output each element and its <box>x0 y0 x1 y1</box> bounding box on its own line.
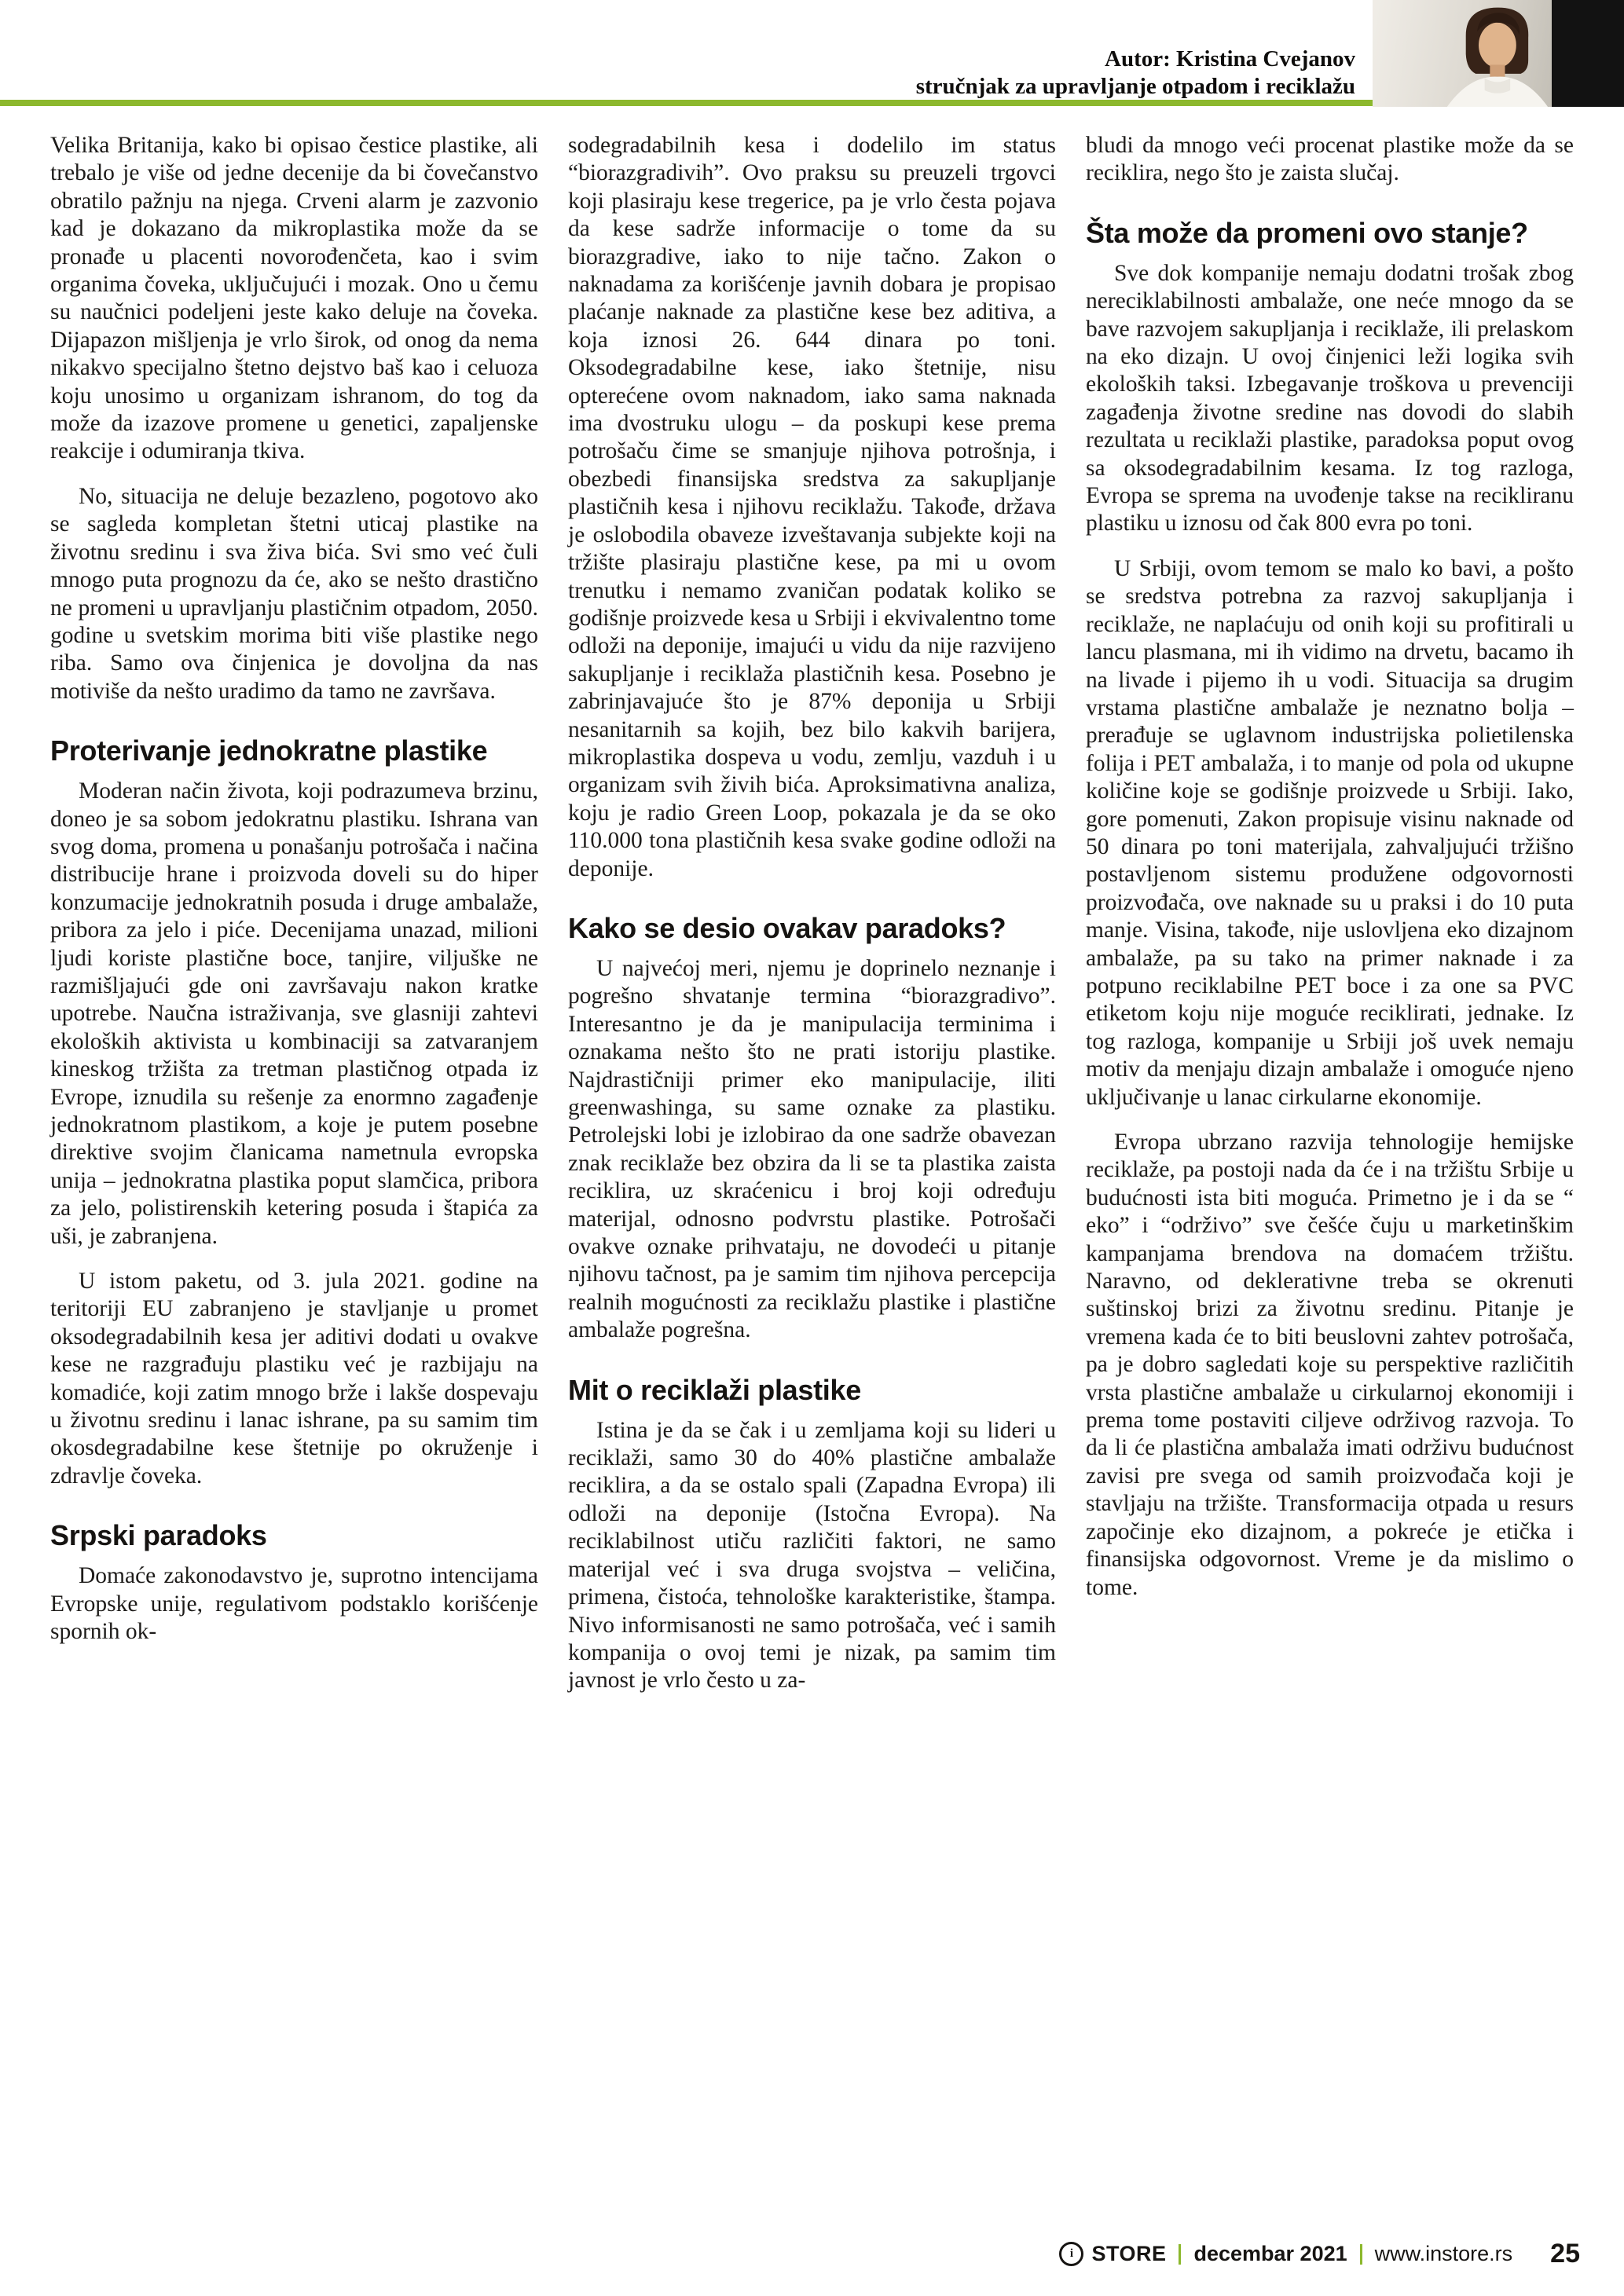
article-paragraph: bludi da mnogo veći procenat plastike može da se reciklira, nego što je zaista slučaj. <box>1086 133 1574 186</box>
photo-black-panel <box>1552 0 1624 107</box>
author-role-line: stručnjak za upravljanje otpadom i reciklažu <box>915 74 1355 99</box>
page-header <box>0 0 1624 110</box>
article-paragraph: U istom paketu, od 3. jula 2021. godine na teritoriji EU zabranjeno je stavljanje u promet oksodegradabilnih kesa jer aditivi dodati u ovakve kese ne razgrađuju plastiku već je razbijaju na komadiće, koji zatim mnogo brže i lakše dospevaju u životnu sredinu i lanac ishrane, pa su samim tim okosdegradabilne kese štetnije po okruženje i zdravlje čoveka. <box>50 1269 538 1489</box>
author-photo <box>1373 0 1624 107</box>
section-heading: Šta može da promeni ovo stanje? <box>1086 216 1528 249</box>
article-paragraph: Velika Britanija, kako bi opisao čestice plastike, ali trebalo je više od jedne decenije da bi čovečanstvo obratilo pažnju na njega. Crveni alarm je zazvonio kad je dokazano da mikroplastika može da se pronađe u placenti novorođenčeta, kao i svim organima čoveka, uključujući i mozak. Ono u čemu su naučnici podeljeni jeste kako deluje na čoveka. Dijapazon mišljenja je vrlo širok, od onog da nema nikakvo specijalno štetno dejstvo baš kao i celuoza koju unosimo u organizam ishranom, do tog da može da izazove promene u genetici, zapaljenske reakcije i odumiranja tkiva. <box>50 133 538 464</box>
page-number: 25 <box>1550 2239 1580 2269</box>
article-paragraph: sodegradabilnih kesa i dodelilo im status “biorazgradivih”. Ovo praksu su preuzeli trgovci koji plasiraju kese tregerice, pa je vrlo česta pojava da kese sadrže informacije o tome da su biorazgradive, iako to nije tačno. Zakon o naknadama za korišćenje javnih dobara je propisao plaćanje naknade za plastične kese bez aditiva, a koja iznosi 26. 644 dinara po toni. Oksodegradabilne kese, iako štetnije, nisu opterećene ovom naknadom, iako sama naknada ima dvostruku ulogu – da poskupi kese prema potrošaču čime se smanjuje njihova potrošnja, i obezbedi finansijska sredstva za sakupljanje plastičnih kesa i njihovu reciklažu. Takođe, država je oslobodila obaveze izveštavanja subjekte koji na tržište plasiraju plastične kese, pa mi u ovom trenutku i nemamo zvaničan podatak koliko se godišnje proizvede kesa u Srbiji i ekvivalentno tome odloži na deponije, imajući u vidu da nije razvijeno sakupljanje i reciklaža plastičnih kesa. Posebno je zabrinjavajuće što je 87% deponija u Srbiji nesanitarnih sa kojih, bez bilo kakvih barijera, mikroplastika dospeva u vodu, zemlju, vazduh i u organizam svih živih bića. Aproksimativna analiza, koju je radio Green Loop, pokazala je da se oko 110.000 tona plastičnih kesa svake godine odloži na deponije. <box>568 133 1056 881</box>
footer-separator <box>1360 2244 1362 2265</box>
instore-mark-icon: i <box>1059 2242 1083 2266</box>
article-column-3 <box>1086 132 1574 1695</box>
author-name-line: Autor: Kristina Cvejanov <box>1105 46 1355 71</box>
article-paragraph: Moderan način života, koji podrazumeva brzinu, doneo je sa sobom jedokratnu plastiku. Ishrana van svog doma, promena u ponašanju potrošača i načina distribucije hrane i proizvoda doveli su do hiper konzumacije jednokratnih posuda i druge ambalaže, pribora za jelo i piće. Decenijama unazad, milioni ljudi koriste plastične boce, tanjire, viljuške ne razmišljajući gde oni završavaju nakon kratke upotrebe. Naučna istraživanja, sve glasniji zahtevi ekoloških aktivista u kombinaciji sa zatvaranjem kineskog tržišta za tretman plastičnog otpada iz Evrope, iznudila su rešenje za enormno zagađenje jednokratnom plastikom, a koje je putem posebne direktive svojim članicama nametnula evropska unija – jednokratna plastika poput slamčica, pribora za jelo, polistirenskih ketering posuda i štapića za uši, je zabranjena. <box>50 778 538 1249</box>
footer-date: decembar 2021 <box>1193 2242 1347 2265</box>
author-photo-background <box>1373 0 1552 107</box>
section-heading: Srpski paradoks <box>50 1519 267 1552</box>
article-columns <box>50 132 1574 1695</box>
article-paragraph: Domaće zakonodavstvo je, suprotno intencijama Evropske unije, regulativom podstaklo korišćenje spornih ok- <box>50 1563 538 1645</box>
footer-url: www.instore.rs <box>1374 2242 1513 2265</box>
page-footer <box>1059 2239 1580 2269</box>
article-column-2 <box>568 132 1056 1695</box>
section-heading: Kako se desio ovakav paradoks? <box>568 911 1006 944</box>
article-column-1 <box>50 132 538 1695</box>
article-paragraph: U najvećoj meri, njemu je doprinelo neznanje i pogrešno shvatanje termina “biorazgradivo”. Interesantno je da je manipulacija terminima i oznakama nešto što ne prati istoriju plastike. Najdrastičniji primer eko manipulacije, iliti greenwashinga, su same oznake za plastiku. Petrolejski lobi je izlobirao da one sadrže obavezan znak reciklaže bez obzira da li se ta plastika zaista reciklira, uz skraćenicu i broj koji određuju materijal, odnosno podvrstu plastike. Potrošači ovakve oznake prihvataju, ne dovodeći u pitanje njihovu tačnost, pa je samim tim njihova percepcija realnih mogućnosti za reciklažu plastike i plastične ambalaže pogrešna. <box>568 955 1056 1343</box>
article-paragraph: No, situacija ne deluje bezazleno, pogotovo ako se sagleda kompletan štetni uticaj plastike na životnu sredinu i sva živa bića. Svi smo već čuli mnogo puta prognozu da će, ako se nešto drastično ne promeni u upravljanju plastičnim otpadom, 2050. godine u svetskim morima biti više plastike nego riba. Samo ova činjenica je dovoljna da nas motiviše da nešto uradimo da tamo ne završava. <box>50 483 538 704</box>
section-heading: Proterivanje jednokratne plastike <box>50 734 488 767</box>
article-paragraph: Evropa ubrzano razvija tehnologije hemijske reciklaže, pa postoji nada da će i na tržištu Srbije u budućnosti ista biti moguća. Primetno je i da se “ eko” i “održivo” sve češće čuju u marketinškim kampanjama brendova na domaćem tržištu. Naravno, od deklerativne treba se okrenuti suštinskoj brizi za životnu sredinu. Pitanje je vremena kada će to biti beuslovni zahtev potrošača, pa je dobro sagledati koje su perspektive različitih vrsta plastične ambalaže u cirkularnoj ekonomiji i prema tome postaviti ciljeve održivog razvoja. To da li će plastična ambalaža imati održivu budućnost zavisi pre svega od samih proizvođača koji je stavljaju na tržište. Transformacija otpada u resurs započinje eko dizajnom, a pokreće je etička i finansijska odgovornost. Vreme je da mislimo o tome. <box>1086 1130 1574 1600</box>
article-paragraph: Sve dok kompanije nemaju dodatni trošak zbog nereciklabilnosti ambalaže, one neće mnogo da se bave razvojem sakupljanja i reciklaže, ili prelaskom na eko dizajn. U ovoj činjenici leži logika svih ekoloških taksi. Izbegavanje troškova u prevenciji zagađenja životne sredine nas dovodi do slabih rezultata u reciklaži plastike, paradoksa poput ovog sa oksodegradabilnim kesama. Iz tog razloga, Evropa se sprema na uvođenje takse na recikliranu plastiku u iznosu od čak 800 evra po toni. <box>1086 260 1574 536</box>
author-byline <box>916 46 1355 101</box>
section-heading: Mit o reciklaži plastike <box>568 1373 861 1406</box>
article-paragraph: Istina je da se čak i u zemljama koji su lideri u reciklaži, samo 30 do 40% plastične ambalaže reciklira, a da se ostalo spali (Zapadna Evropa) ili odloži na deponije (Istočna Evropa). Na reciklabilnost utiču različiti faktori, ne samo materijal već i sva druga svojstva – veličina, primena, čistoća, tehnološke karakteristike, štampa. Nivo informisanosti ne samo potrošača, već i samih kompanija o ovoj temi je nizak, pa samim tim javnost je vrlo često u za- <box>568 1417 1056 1694</box>
article-paragraph: U Srbiji, ovom temom se malo ko bavi, a pošto se sredstva potrebna za razvoj sakupljanja i reciklaže, ne naplaćuju od onih koji su profitirali u lancu plasmana, mi ih vidimo na drvetu, bacamo ih na livade i pijemo ih u vodi. Situacija sa drugim vrstama plastične ambalaže je neznatno bolja – prerađuje se uglavnom industrijska polietilenska folija i PET ambalaža, i to manje od pola od ukupne količine koje se godišnje proizvede u Srbiji. Iako, gore pomenuti, Zakon propisuje visinu naknade od 50 dinara po toni materijala, zahvaljujući tržišno postavljenom sistemu produžene odgovornosti proizvođača, ove naknade su u praksi i do 10 puta manje. Visina, takođe, nije uslovljena eko dizajnom ambalaže, pa su tako na primer naknade i za potpuno reciklabilne PET boce i za one sa PVC etiketom koju nije moguće reciklirati, jednake. Iz tog razloga, kompanije u Srbiji još uvek nemaju motiv da menjaju dizajn ambalaže i omoguće njeno uključivanje u lanac cirkularne ekonomije. <box>1086 555 1574 1110</box>
author-portrait-illustration <box>1437 2 1555 107</box>
footer-separator <box>1179 2244 1181 2265</box>
footer-brand: STORE <box>1091 2242 1167 2265</box>
